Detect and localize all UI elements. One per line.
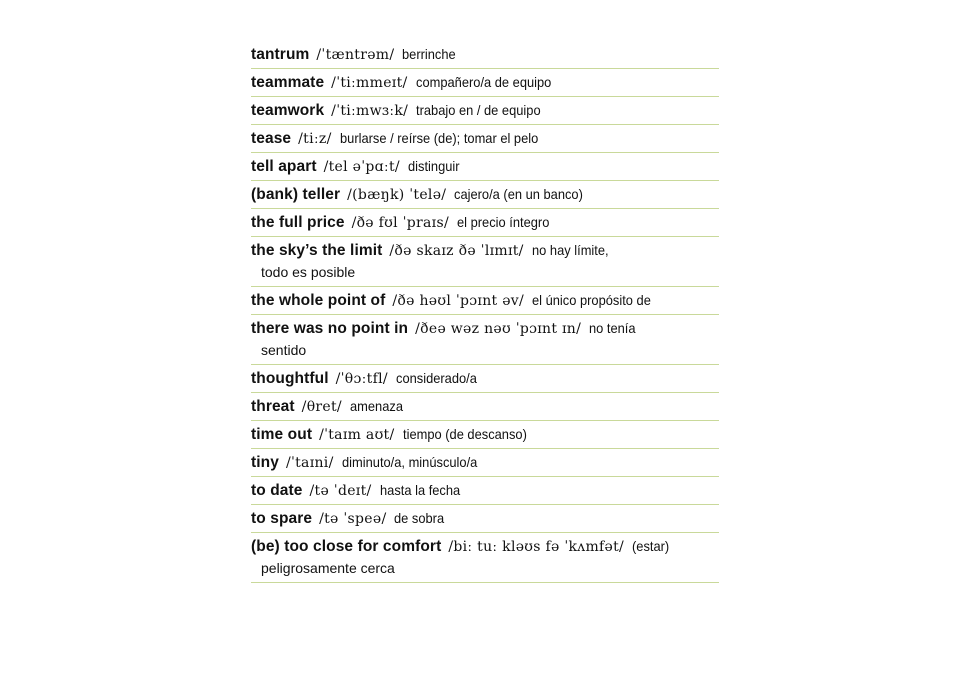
glossary-entry-to-date — [251, 477, 719, 505]
glossary-entry-the-whole-point-of — [251, 287, 719, 315]
translation: (estar) — [632, 538, 670, 554]
glossary-entry-tiny — [251, 449, 719, 477]
translation: tiempo (de descanso) — [402, 426, 527, 442]
translation: considerado/a — [395, 370, 477, 386]
phonetic: /ðeə wəz nəʊ ˈpɔɪnt ɪn/ — [415, 321, 582, 337]
headword: to date — [251, 482, 303, 499]
headword: (bank) teller — [251, 186, 341, 203]
translation: burlarse / reírse (de); tomar el pelo — [339, 130, 538, 146]
phonetic: /ðə skaɪz ðə ˈlɪmɪt/ — [389, 243, 524, 259]
phonetic: /ˈtaɪm aʊt/ — [319, 427, 395, 443]
glossary-entry-tantrum — [251, 41, 719, 69]
glossary-entry-the-full-price — [251, 209, 719, 237]
phonetic: /tel əˈpɑːt/ — [323, 159, 400, 175]
phonetic: /ˈtæntrəm/ — [316, 47, 395, 63]
glossary-entry-the-skys-the-limit — [251, 237, 719, 287]
phonetic: /(bæŋk) ˈtelə/ — [347, 187, 447, 203]
glossary-entry-tease — [251, 125, 719, 153]
phonetic: /θret/ — [301, 399, 342, 415]
headword: tantrum — [251, 46, 310, 63]
translation: diminuto/a, minúsculo/a — [341, 454, 477, 470]
phonetic: /ðə həʊl ˈpɔɪnt əv/ — [392, 293, 525, 309]
glossary-entry-time-out — [251, 421, 719, 449]
headword: tell apart — [251, 158, 317, 175]
translation: amenaza — [349, 398, 403, 414]
headword: (be) too close for comfort — [251, 538, 442, 555]
glossary-entry-to-spare — [251, 505, 719, 533]
translation: hasta la fecha — [379, 482, 460, 498]
translation: de sobra — [394, 510, 445, 526]
phonetic: /ˈtaɪni/ — [285, 455, 334, 471]
phonetic: /ˈtiːmmeɪt/ — [331, 75, 408, 91]
translation-continuation: todo es posible — [261, 264, 356, 280]
translation: berrinche — [402, 46, 457, 62]
translation: trabajo en / de equipo — [416, 102, 541, 118]
translation: no tenía — [589, 320, 636, 336]
translation: distinguir — [407, 158, 460, 174]
headword: there was no point in — [251, 320, 409, 337]
translation: cajero/a (en un banco) — [454, 186, 584, 202]
translation-continuation: peligrosamente cerca — [261, 560, 395, 576]
glossary-entry-there-was-no-point-in — [251, 315, 719, 365]
headword: teammate — [251, 74, 325, 91]
translation: no hay límite, — [531, 242, 609, 258]
headword: to spare — [251, 510, 313, 527]
headword: tease — [251, 130, 292, 147]
headword: threat — [251, 398, 295, 415]
phonetic: /ˈθɔːtfl/ — [335, 371, 388, 387]
glossary-entry-teammate — [251, 69, 719, 97]
glossary-entry-thoughtful — [251, 365, 719, 393]
headword: the full price — [251, 214, 345, 231]
headword: tiny — [251, 454, 279, 471]
translation: compañero/a de equipo — [415, 74, 551, 90]
phonetic: /tiːz/ — [298, 131, 332, 147]
phonetic: /biː tuː kləʊs fə ˈkʌmfət/ — [448, 539, 625, 555]
phonetic: /tə ˈdeɪt/ — [309, 483, 372, 499]
phonetic: /ðə fʊl ˈpraɪs/ — [351, 215, 449, 231]
translation: el precio íntegro — [456, 214, 550, 230]
phonetic: /tə ˈspeə/ — [319, 511, 387, 527]
translation: el único propósito de — [532, 292, 651, 308]
headword: thoughtful — [251, 370, 329, 387]
headword: the sky’s the limit — [251, 242, 383, 259]
glossary-entry-tell-apart — [251, 153, 719, 181]
headword: time out — [251, 426, 313, 443]
headword: teamwork — [251, 102, 325, 119]
phonetic: /ˈtiːmwɜːk/ — [331, 103, 409, 119]
glossary-entry-teamwork — [251, 97, 719, 125]
glossary-entry-too-close-for-comfort — [251, 533, 719, 583]
translation-continuation: sentido — [261, 342, 307, 358]
glossary-list — [251, 41, 719, 583]
glossary-entry-threat — [251, 393, 719, 421]
headword: the whole point of — [251, 292, 386, 309]
glossary-entry-bank-teller — [251, 181, 719, 209]
